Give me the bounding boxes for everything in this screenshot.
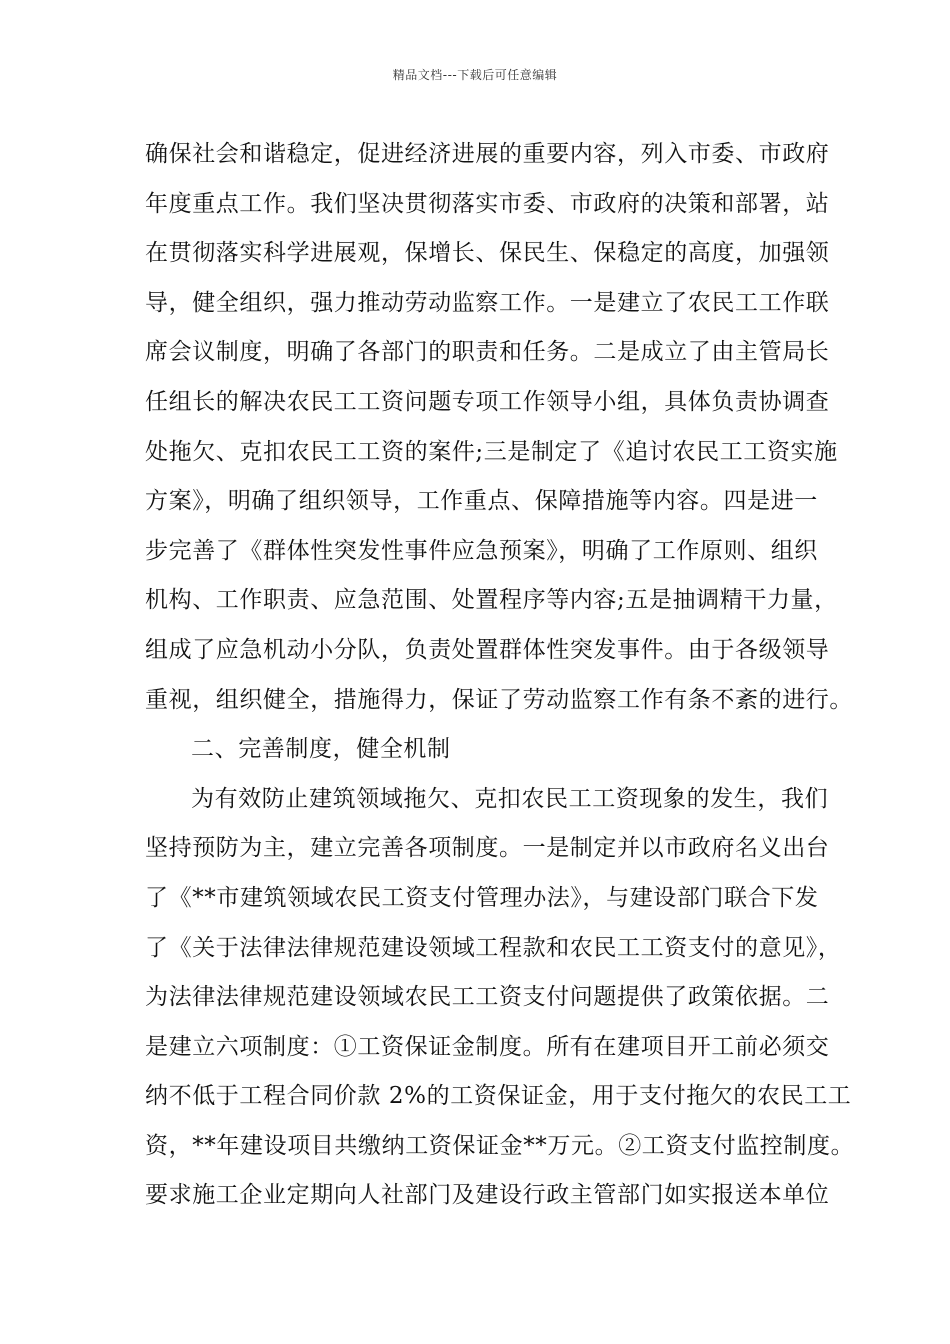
text-line: 坚持预防为主，建立完善各项制度。一是制定并以市政府名义出台 [145, 835, 830, 862]
text-line: 在贯彻落实科学进展观，保增长、保民生、保稳定的高度，加强领 [145, 240, 830, 267]
page-header: 精品文档---下载后可任意编辑 [392, 68, 558, 82]
text-line: 为法律法律规范建设领域农民工工资支付问题提供了政策依据。二 [145, 984, 830, 1011]
text-line: 了《关于法律法律规范建设领域工程款和农民工工资支付的意见》， [145, 934, 842, 961]
text-line: 确保社会和谐稳定，促进经济进展的重要内容，列入市委、市政府 [145, 141, 830, 167]
text-line: 方案》，明确了组织领导，工作重点、保障措施等内容。四是进一 [145, 488, 818, 515]
text-line: 了《**市建筑领域农民工资支付管理办法》，与建设部门联合下发 [145, 884, 819, 911]
document-body [145, 130, 855, 1221]
paragraph-start-line: 二、完善制度，健全机制 [191, 736, 451, 763]
text-line: 导，健全组织，强力推动劳动监察工作。一是建立了农民工工作联 [145, 289, 830, 316]
text-line: 是建立六项制度：①工资保证金制度。所有在建项目开工前必须交 [145, 1033, 830, 1060]
text-line: 处拖欠、克扣农民工工资的案件;三是制定了《追讨农民工工资实施 [145, 438, 838, 465]
text-line: 任组长的解决农民工工资问题专项工作领导小组，具体负责协调查 [145, 388, 830, 415]
paragraph-start-line: 为有效防止建筑领域拖欠、克扣农民工工资现象的发生，我们 [191, 785, 829, 812]
text-line: 纳不低于工程合同价款 2%的工资保证金，用于支付拖欠的农民工工 [145, 1083, 852, 1110]
text-line: 年度重点工作。我们坚决贯彻落实市委、市政府的决策和部署，站 [145, 190, 830, 217]
text-line: 步完善了《群体性突发性事件应急预案》，明确了工作原则、组织 [145, 537, 818, 564]
text-line: 要求施工企业定期向人社部门及建设行政主管部门如实报送本单位 [145, 1182, 830, 1209]
text-line: 机构、工作职责、应急范围、处置程序等内容;五是抽调精干力量， [145, 587, 838, 614]
text-line: 组成了应急机动小分队，负责处置群体性突发事件。由于各级领导 [145, 636, 830, 663]
text-line: 资，**年建设项目共缴纳工资保证金**万元。②工资支付监控制度。 [145, 1132, 855, 1159]
text-line: 席会议制度，明确了各部门的职责和任务。二是成立了由主管局长 [145, 339, 830, 366]
text-line: 重视，组织健全，措施得力，保证了劳动监察工作有条不紊的进行。 [145, 686, 853, 713]
